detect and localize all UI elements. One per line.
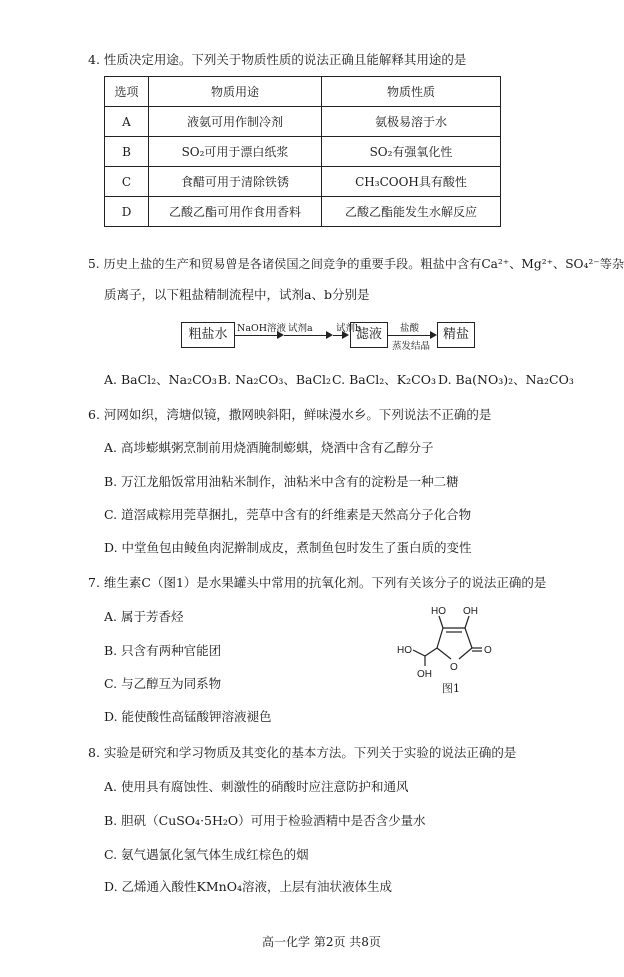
table-cell: 乙酸乙酯可用作食用香料	[149, 197, 322, 227]
table-row	[105, 197, 501, 227]
table-cell: CH₃COOH具有酸性	[322, 167, 501, 197]
fig-label-carbonyl-o: O	[484, 645, 492, 656]
table-cell: A	[105, 107, 149, 137]
q6-option-b: B. 万江龙船饭常用油粘米制作，油粘米中含有的淀粉是一种二糖	[104, 474, 459, 489]
q7-option-c: C. 与乙醇互为同系物	[104, 676, 222, 691]
table-cell: 氨极易溶于水	[322, 107, 501, 137]
q7-stem: 7. 维生素C（图1）是水果罐头中常用的抗氧化剂。下列有关该分子的说法正确的是	[88, 575, 547, 590]
flow-label-evaporate: 蒸发结晶	[392, 341, 431, 352]
q8-option-a: A. 使用具有腐蚀性、刺激性的硝酸时应注意防护和通风	[104, 779, 409, 794]
q7-option-d: D. 能使酸性高锰酸钾溶液褪色	[104, 709, 272, 724]
table-cell: C	[105, 167, 149, 197]
q5-option-a: A. BaCl₂、Na₂CO₃	[104, 372, 217, 387]
q8-option-c: C. 氨气遇氯化氢气体生成红棕色的烟	[104, 847, 309, 862]
page-footer: 高一化学 第2页 共8页	[262, 935, 381, 949]
table-cell: SO₂可用于漂白纸浆	[149, 137, 322, 167]
flow-box-refined-salt: 精盐	[437, 322, 475, 348]
arrow-right-icon	[430, 331, 437, 339]
q7-option-a: A. 属于芳香烃	[104, 609, 184, 624]
flow-label-naoh: NaOH溶液	[237, 323, 287, 334]
q4-stem: 4. 性质决定用途。下列关于物质性质的说法正确且能解释其用途的是	[88, 52, 467, 67]
flow-arrow-line	[388, 335, 430, 336]
q6-option-d: D. 中堂鱼包由鲮鱼肉泥擀制成皮，煮制鱼包时发生了蛋白质的变性	[104, 540, 472, 555]
flow-box-filtrate: 滤液	[350, 322, 388, 348]
q6-option-a: A. 高埗蟛蜞粥烹制前用烧酒腌制蟛蜞，烧酒中含有乙醇分子	[104, 440, 434, 455]
q5-stem-line1: 5. 历史上盐的生产和贸易曾是各诸侯国之间竞争的重要手段。粗盐中含有Ca²⁺、Mg²⁺、SO₄²⁻等杂	[88, 257, 624, 271]
table-header-cell: 选项	[105, 77, 149, 107]
table-cell: 食醋可用于清除铁锈	[149, 167, 322, 197]
table-cell: 液氨可用作制冷剂	[149, 107, 322, 137]
table-header-row	[105, 77, 501, 107]
arrow-right-icon	[342, 331, 349, 339]
q8-stem: 8. 实验是研究和学习物质及其变化的基本方法。下列关于实验的说法正确的是	[88, 745, 517, 760]
fig-label-ho: HO	[397, 645, 412, 656]
q8-option-b: B. 胆矾（CuSO₄·5H₂O）可用于检验酒精中是否含少量水	[104, 813, 426, 828]
figure-caption: 图1	[442, 682, 460, 695]
table-row	[105, 137, 501, 167]
fig-label-ring-o: O	[450, 662, 458, 673]
table-cell: D	[105, 197, 149, 227]
flow-arrow-line	[235, 335, 277, 336]
q5-option-d: D. Ba(NO₃)₂、Na₂CO₃	[438, 372, 574, 387]
q5-option-b: B. Na₂CO₃、BaCl₂	[218, 372, 332, 387]
q5-option-c: C. BaCl₂、K₂CO₃	[332, 372, 436, 387]
fig-label-oh: HO	[431, 606, 446, 617]
arrow-right-icon	[277, 331, 284, 339]
q8-option-d: D. 乙烯通入酸性KMnO₄溶液，上层有油状液体生成	[104, 879, 392, 894]
q4-table	[104, 76, 501, 227]
flow-arrow-line	[284, 335, 326, 336]
q6-option-c: C. 道滘咸粽用莞草捆扎，莞草中含有的纤维素是天然高分子化合物	[104, 507, 472, 522]
fig-label-oh: OH	[417, 669, 432, 680]
q5-stem-line2: 质离子，以下粗盐精制流程中，试剂a、b分别是	[104, 287, 370, 302]
flow-box-crude-brine: 粗盐水	[181, 322, 235, 348]
table-cell: SO₂有强氧化性	[322, 137, 501, 167]
fig-label-oh: OH	[463, 606, 478, 617]
table-header-cell: 物质性质	[322, 77, 501, 107]
table-row	[105, 167, 501, 197]
table-cell: B	[105, 137, 149, 167]
flow-label-hcl: 盐酸	[400, 323, 420, 334]
flow-label-reagent-b: 试剂b	[336, 323, 362, 334]
flow-label-reagent-a: 试剂a	[288, 323, 313, 334]
table-cell: 乙酸乙酯能发生水解反应	[322, 197, 501, 227]
table-header-cell: 物质用途	[149, 77, 322, 107]
table-row	[105, 107, 501, 137]
q7-option-b: B. 只含有两种官能团	[104, 643, 222, 658]
q6-stem: 6. 河网如织，湾塘似镜，撒网映斜阳，鲜味漫水乡。下列说法不正确的是	[88, 407, 492, 422]
arrow-right-icon	[326, 331, 333, 339]
